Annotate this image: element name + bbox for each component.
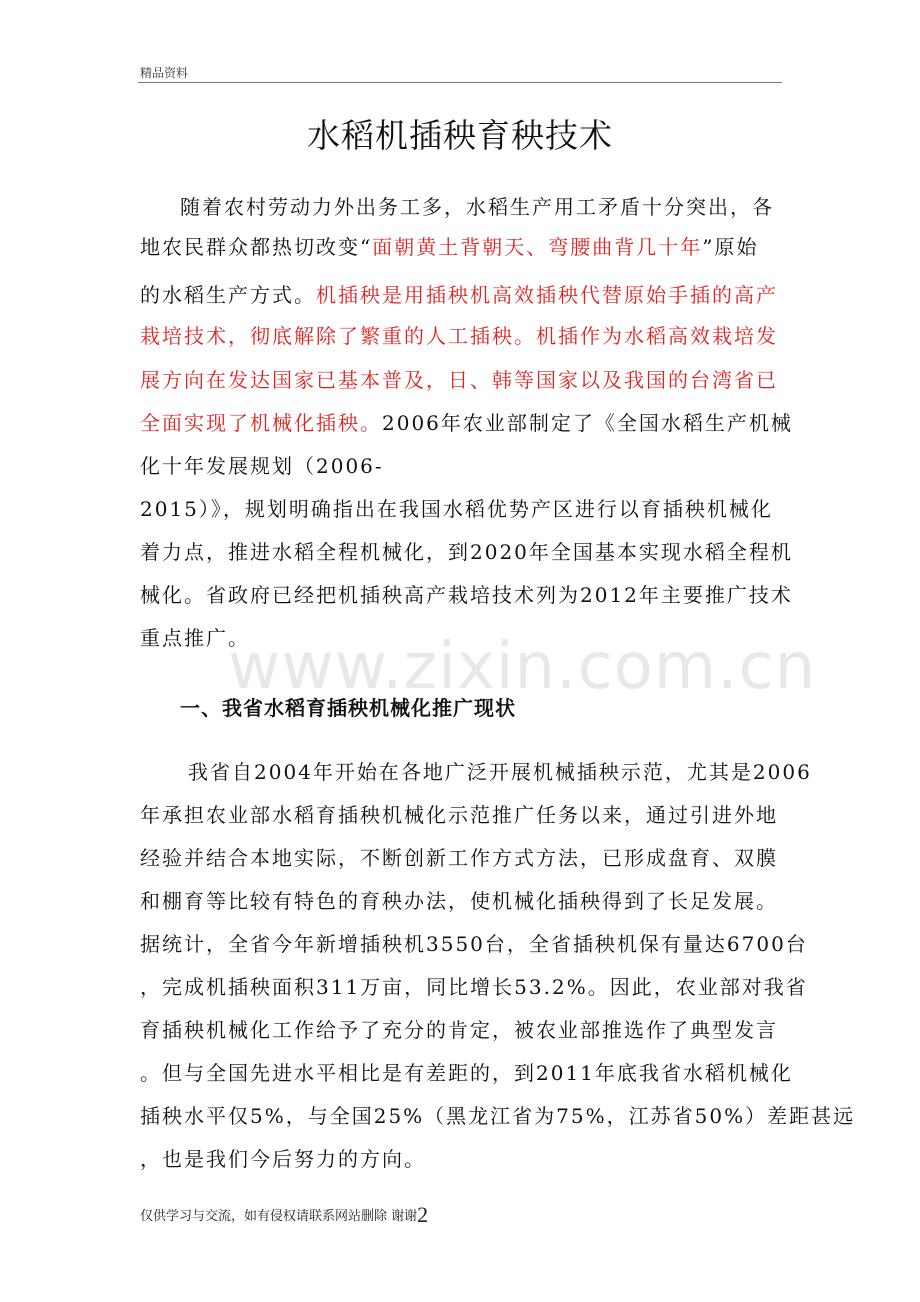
document-title: 水稻机插秧育秧技术 xyxy=(307,116,613,155)
text-line xyxy=(140,235,758,259)
text-span: 地农民群众都热切改变“ xyxy=(140,235,373,259)
text-line: 随着农村劳动力外出务工多，水稻生产用工矛盾十分突出，各 xyxy=(180,195,774,219)
text-line: 经验并结合本地实际，不断创新工作方式方法，已形成盘育、双膜 xyxy=(140,846,778,870)
highlighted-text: 面朝黄土背朝天、弯腰曲背几十年 xyxy=(372,235,703,259)
text-line: 和棚育等比较有特色的育秧办法，使机械化插秧得到了长足发展。 xyxy=(140,889,778,913)
page-number: 2 xyxy=(417,1202,429,1227)
text-line: 重点推广。 xyxy=(140,626,250,650)
text-line: 械化。省政府已经把机插秧高产栽培技术列为2012年主要推广技术 xyxy=(140,583,793,607)
section-heading: 一、我省水稻育插秧机械化推广现状 xyxy=(180,696,516,720)
text-line: 育插秧机械化工作给予了充分的肯定，被农业部推选作了典型发言 xyxy=(140,1018,778,1042)
text-span: ”原始 xyxy=(702,235,759,259)
highlighted-text: 机插秧是用插秧机高效插秧代替原始手插的高产 xyxy=(316,283,778,307)
text-line: 插秧水平仅5%，与全国25%（黑龙江省为75%，江苏省50%）差距甚远 xyxy=(140,1104,856,1128)
highlighted-line: 栽培技术，彻底解除了繁重的人工插秧。机插作为水稻高效栽培发 xyxy=(140,324,778,348)
text-line xyxy=(140,283,778,307)
text-span: 的水稻生产方式。 xyxy=(140,283,316,307)
text-line: 着力点，推进水稻全程机械化，到2020年全国基本实现水稻全程机 xyxy=(140,540,793,564)
footer xyxy=(140,1202,428,1228)
highlighted-line: 展方向在发达国家已基本普及，日、韩等国家以及我国的台湾省已 xyxy=(140,368,778,392)
text-span: 2006年农业部制定了《全国水稻生产机械 xyxy=(382,411,793,435)
footer-note: 仅供学习与交流，如有侵权请联系网站删除 谢谢 xyxy=(140,1209,418,1224)
text-line xyxy=(140,411,793,435)
text-line: 我省自2004年开始在各地广泛开展机械插秧示范，尤其是2006 xyxy=(188,760,812,784)
watermark: www.zixin.com.cn xyxy=(228,630,817,704)
text-line: 年承担农业部水稻育插秧机械化示范推广任务以来，通过引进外地 xyxy=(140,803,778,827)
text-line: 。但与全国先进水平相比是有差距的，到2011年底我省水稻机械化 xyxy=(140,1061,793,1085)
highlighted-text: 全面实现了机械化插秧。 xyxy=(140,411,382,435)
header-divider xyxy=(138,82,782,83)
text-line: ，完成机插秧面积311万亩，同比增长53.2%。因此，农业部对我省 xyxy=(140,975,808,999)
text-line: ，也是我们今后努力的方向。 xyxy=(140,1147,426,1171)
text-line: 2015）》，规划明确指出在我国水稻优势产区进行以育插秧机械化 xyxy=(140,497,773,521)
header-label: 精品资料 xyxy=(140,66,189,80)
text-line: 据统计，全省今年新增插秧机3550台，全省插秧机保有量达6700台 xyxy=(140,932,808,956)
text-line: 化十年发展规划（2006- xyxy=(140,454,384,478)
